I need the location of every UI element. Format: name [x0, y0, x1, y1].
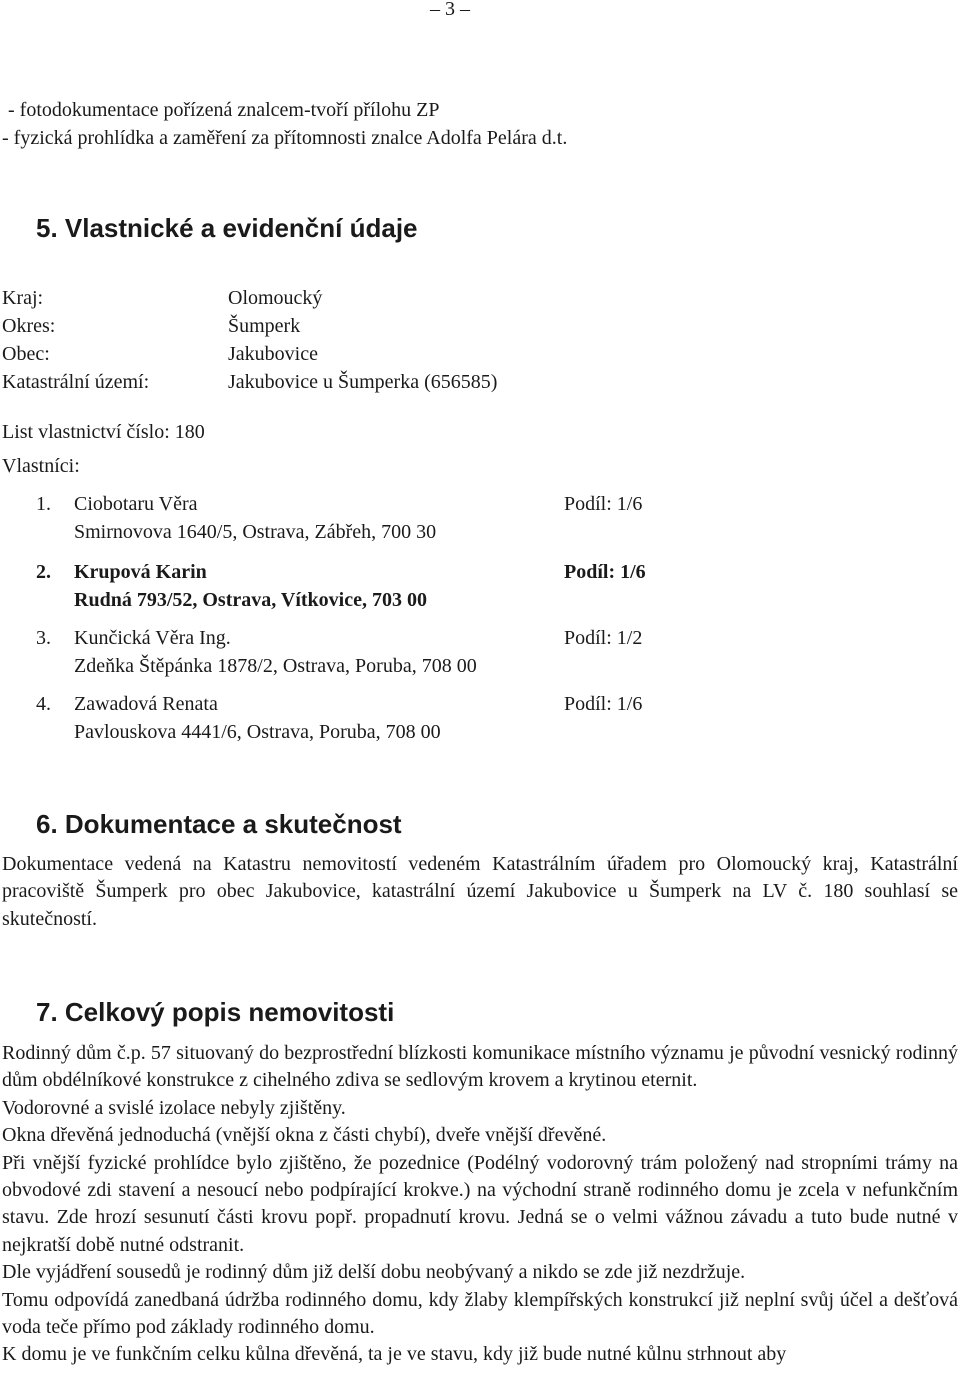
section-7-paragraph: Rodinný dům č.p. 57 situovaný do bezprostřední blízkosti komunikace místního významu je původní vesnický rodinný dům obdélníkové konstrukce z cihelného zdiva se sedlovým krovem a krytinou eternit.	[2, 1042, 958, 1092]
owner-item	[36, 490, 774, 550]
owner-address: Rudná 793/52, Ostrava, Vítkovice, 703 00	[74, 589, 427, 611]
section-6-text	[2, 851, 958, 933]
owner-share: Podíl: 1/6	[564, 561, 646, 583]
owner-item	[36, 690, 774, 750]
okres-value: Šumperk	[228, 315, 301, 337]
ku-value: Jakubovice u Šumperka (656585)	[228, 371, 498, 393]
owner-name: Zawadová Renata	[74, 693, 218, 715]
owner-share: Podíl: 1/2	[564, 627, 643, 649]
section-6-title: 6. Dokumentace a skutečnost	[36, 809, 402, 839]
owner-address: Pavlouskova 4441/6, Ostrava, Poruba, 708 00	[74, 721, 441, 743]
owner-name: Krupová Karin	[74, 561, 207, 583]
owner-item	[36, 624, 774, 684]
lv-label: List vlastnictví číslo:	[2, 421, 170, 443]
section-6-paragraph: Dokumentace vedená na Katastru nemovitostí vedeném Katastrálním úřadem pro Olomoucký kraj, Katastrální pracoviště Šumperk pro obec Jakubovice, katastrální území Jakubovice u Šumperk na LV č. 180 souhlasí se skutečností.	[2, 853, 958, 930]
section-7-title: 7. Celkový popis nemovitosti	[36, 997, 395, 1027]
kraj-label: Kraj:	[2, 287, 44, 309]
section-7-paragraph: Vodorovné a svislé izolace nebyly zjištěny.	[2, 1096, 346, 1119]
owner-name: Ciobotaru Věra	[74, 493, 198, 515]
owner-share: Podíl: 1/6	[564, 693, 643, 715]
section-7-paragraph: Okna dřevěná jednoduchá (vnější okna z části chybí), dveře vnější dřevěné.	[2, 1124, 607, 1147]
section-7-text	[2, 1040, 958, 1369]
owner-number: 2.	[36, 561, 51, 583]
owner-number: 4.	[36, 693, 51, 715]
obec-value: Jakubovice	[228, 343, 318, 365]
owner-number: 1.	[36, 493, 51, 515]
owner-share: Podíl: 1/6	[564, 493, 643, 515]
owner-number: 3.	[36, 627, 51, 649]
section-7-paragraph: Tomu odpovídá zanedbaná údržba rodinného domu, kdy žlaby klempířských konstrukcí již neplní svůj účel a dešťová voda teče přímo pod základy rodinného domu.	[2, 1288, 958, 1339]
section-7-paragraph: Dle vyjádření sousedů je rodinný dům již delší dobu neobývaný a nikdo se zde již nezdržuje.	[2, 1261, 746, 1284]
kraj-value: Olomoucký	[228, 287, 323, 309]
page-number: – 3 –	[430, 0, 470, 20]
owners-label: Vlastníci:	[2, 455, 80, 477]
intro-line-1: - fotodokumentace pořízená znalcem-tvoří přílohu ZP	[8, 99, 440, 121]
lv-value: 180	[174, 421, 205, 443]
owner-address: Smirnovova 1640/5, Ostrava, Zábřeh, 700 30	[74, 521, 437, 543]
ku-label: Katastrální území:	[2, 371, 150, 393]
okres-label: Okres:	[2, 315, 56, 337]
section-7-paragraph: K domu je ve funkčním celku kůlna dřevěná, ta je ve stavu, kdy již bude nutné kůlnu strhnout aby	[2, 1343, 787, 1366]
obec-label: Obec:	[2, 343, 50, 365]
section-5-title: 5. Vlastnické a evidenční údaje	[36, 213, 418, 243]
lv-line	[2, 418, 205, 446]
owner-name: Kunčická Věra Ing.	[74, 627, 231, 649]
intro-line-2: - fyzická prohlídka a zaměření za přítomnosti znalce Adolfa Pelára d.t.	[2, 127, 568, 149]
section-7-paragraph: Při vnější fyzické prohlídce bylo zjištěno, že pozednice (Podélný vodorovný trám položený nad stropními trámy na obvodové zdi stavení a nesoucí nebo podpírající krokve.) na východní straně rodinného domu je zcela v nefunkčním stavu. Zde hrozí sesunutí části krovu popř. propadnutí krovu. Jedná se o velmi vážnou závadu a tuto bude nutné v nejkratší době nutné odstranit.	[2, 1151, 958, 1256]
owner-address: Zdeňka Štěpánka 1878/2, Ostrava, Poruba, 708 00	[74, 655, 477, 677]
owner-item	[36, 558, 774, 618]
